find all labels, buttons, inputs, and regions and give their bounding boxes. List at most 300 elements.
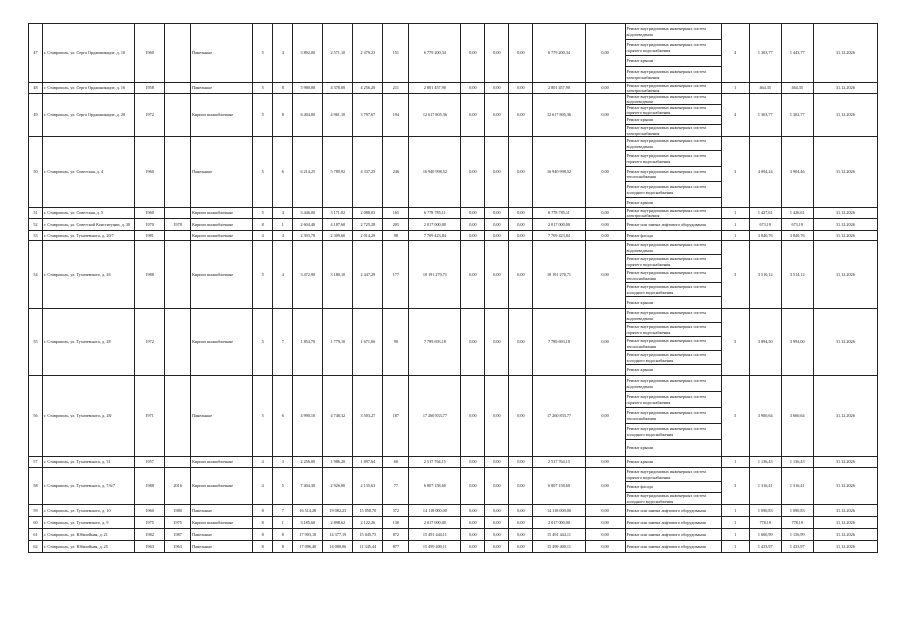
other-funds-cost: 0,00 (585, 137, 625, 208)
residential-area: 15 045,75 (353, 529, 383, 541)
owners-funds-cost: 7 789 693,18 (533, 309, 585, 376)
residential-area: 4 256,20 (353, 83, 383, 94)
residents-count: 246 (383, 137, 409, 208)
owners-funds-cost: 2 517 764,15 (533, 457, 585, 468)
residential-area: 4 337,25 (353, 137, 383, 208)
entrances-count: 8 (273, 94, 293, 137)
total-cost: 6 778 785,11 (409, 208, 461, 219)
build-year: 1960 (135, 505, 165, 517)
local-budget-cost: 0,00 (509, 541, 533, 553)
works-count: 1 (721, 517, 749, 529)
other-funds-cost: 0,00 (585, 309, 625, 376)
entrances-count: 4 (273, 208, 293, 219)
residents-count: 90 (383, 309, 409, 376)
address-cell: г. Ставрополь, ул. Тухачевского, д. 7/6/7 (43, 468, 135, 505)
premises-area: 3 171,02 (323, 208, 353, 219)
max-unit-cost: 3 660,64 (781, 376, 813, 457)
fund-cost: 0,00 (461, 376, 485, 457)
repair-program-table (28, 23, 878, 553)
work-item: Ремонт внутридомовых инженерных систем водоотведения (626, 376, 721, 392)
premises-area: 2 571,10 (323, 24, 353, 83)
residents-count: 205 (383, 219, 409, 231)
unit-cost: 1 427,61 (749, 208, 781, 219)
owners-funds-cost: 6 807 158,60 (533, 468, 585, 505)
unit-cost: 1 136,43 (749, 457, 781, 468)
fund-cost: 0,00 (461, 241, 485, 309)
last-repair-year (165, 376, 191, 457)
entrances-count: 8 (273, 529, 293, 541)
entrances-count: 8 (273, 541, 293, 553)
completion-date: 31.12.2026 (813, 208, 877, 219)
build-year: 1957 (135, 457, 165, 468)
regional-budget-cost: 0,00 (485, 137, 509, 208)
works-count: 1 (721, 505, 749, 517)
row-number: 53 (29, 231, 43, 241)
fund-cost: 0,00 (461, 208, 485, 219)
works-list-cell (625, 231, 721, 241)
row-number: 62 (29, 541, 43, 553)
premises-area: 4 378,00 (323, 83, 353, 94)
address-cell: г. Ставрополь, ул. Серго Орджоникидзе, д. 20 (43, 94, 135, 137)
wall-material: Кирпич шлакоблочные (191, 468, 253, 505)
address-cell: г. Ставрополь, ул. Юбилейная, д. 21 (43, 529, 135, 541)
work-item: Ремонт внутридомовых инженерных систем холодного водоснабжения (626, 182, 721, 198)
residential-area: 2 447,29 (353, 241, 383, 309)
fund-cost: 0,00 (461, 94, 485, 137)
max-unit-cost: 1 426,61 (781, 208, 813, 219)
work-item: Ремонт или замена лифтового оборудования (626, 507, 706, 513)
regional-budget-cost: 0,00 (485, 219, 509, 231)
regional-budget-cost: 0,00 (485, 457, 509, 468)
work-item: Ремонт внутридомовых инженерных систем электроснабжения (626, 82, 706, 93)
fund-cost: 0,00 (461, 83, 485, 94)
works-list-cell (625, 541, 721, 553)
premises-area: 2 898,62 (323, 517, 353, 529)
build-year: 1958 (135, 83, 165, 94)
other-funds-cost: 0,00 (585, 219, 625, 231)
residential-area: 2 135,63 (353, 468, 383, 505)
wall-material: Кирпич шлакоблочные (191, 517, 253, 529)
works-count: 4 (721, 24, 749, 83)
entrances-count: 3 (273, 457, 293, 468)
address-cell: г. Ставрополь, ул. Советская, д. 4 (43, 137, 135, 208)
fund-cost: 0,00 (461, 219, 485, 231)
total-area: 16 514,28 (293, 505, 323, 517)
entrances-count: 6 (273, 376, 293, 457)
floors-count: 4 (253, 468, 273, 505)
fund-cost: 0,00 (461, 137, 485, 208)
last-repair-year (165, 24, 191, 83)
last-repair-year (165, 457, 191, 468)
local-budget-cost: 0,00 (509, 529, 533, 541)
works-count: 1 (721, 208, 749, 219)
works-list-cell (625, 529, 721, 541)
unit-cost: 464,35 (749, 83, 781, 94)
entrances-count: 7 (273, 505, 293, 517)
unit-cost: 3 900,64 (749, 376, 781, 457)
max-unit-cost: 3 994,00 (781, 309, 813, 376)
build-year: 1960 (135, 24, 165, 83)
residential-area: 2 014,29 (353, 231, 383, 241)
premises-area: 4 961,10 (323, 94, 353, 137)
row-number: 58 (29, 468, 43, 505)
work-item: Ремонт внутридомовых инженерных систем водоотведения (626, 241, 721, 255)
unit-cost: 4 094,24 (749, 137, 781, 208)
regional-budget-cost: 0,00 (485, 309, 509, 376)
premises-area: 1 779,10 (323, 309, 353, 376)
works-list-cell (625, 376, 721, 457)
premises-area: 19 082,23 (323, 505, 353, 517)
unit-cost: 1 433,97 (749, 541, 781, 553)
total-cost: 16 940 998,52 (409, 137, 461, 208)
works-count: 3 (721, 137, 749, 208)
table-row (29, 83, 878, 94)
entrances-count: 1 (273, 219, 293, 231)
last-repair-year: 1978 (165, 219, 191, 231)
last-repair-year: 1987 (165, 529, 191, 541)
table-row (29, 137, 878, 208)
works-count: 1 (721, 231, 749, 241)
works-count: 3 (721, 241, 749, 309)
table-row (29, 231, 878, 241)
works-list-cell (625, 208, 721, 219)
address-cell: г. Ставрополь, ул. Серго Орджоникидзе, д. 10 (43, 24, 135, 83)
wall-material: Кирпич шлакоблочные (191, 208, 253, 219)
entrances-count: 1 (273, 517, 293, 529)
other-funds-cost: 0,00 (585, 24, 625, 83)
max-unit-cost: 1 433,97 (781, 541, 813, 553)
completion-date: 31.12.2026 (813, 517, 877, 529)
local-budget-cost: 0,00 (509, 309, 533, 376)
wall-material: Кирпич шлакоблочные (191, 219, 253, 231)
table-row (29, 457, 878, 468)
row-number: 50 (29, 137, 43, 208)
work-item: Ремонт внутридомовых инженерных систем водоотведения (626, 137, 721, 151)
table-row (29, 219, 878, 231)
residential-area: 3 797,67 (353, 94, 383, 137)
completion-date: 31.12.2026 (813, 83, 877, 94)
premises-area: 2 309,60 (323, 231, 353, 241)
floors-count: 5 (253, 24, 273, 83)
work-item: Ремонт внутридомовых инженерных систем горячего водоснабжения (626, 468, 721, 482)
build-year: 1960 (135, 208, 165, 219)
works-list-cell (625, 505, 721, 517)
max-unit-cost: 3 514,12 (781, 241, 813, 309)
fund-cost: 0,00 (461, 468, 485, 505)
completion-date: 31.12.2026 (813, 94, 877, 137)
unit-cost: 778,19 (749, 517, 781, 529)
table-row (29, 24, 878, 83)
floors-count: 8 (253, 517, 273, 529)
work-item: Ремонт или замена лифтового оборудования (626, 519, 706, 525)
floors-count: 4 (253, 457, 273, 468)
works-list-cell (625, 517, 721, 529)
total-area: 7 404,30 (293, 468, 323, 505)
local-budget-cost: 0,00 (509, 517, 533, 529)
wall-material: Панельные (191, 24, 253, 83)
regional-budget-cost: 0,00 (485, 231, 509, 241)
total-cost: 6 779 200,34 (409, 24, 461, 83)
works-list-cell (625, 241, 721, 309)
residential-area: 15 050,70 (353, 505, 383, 517)
owners-funds-cost: 7 709 423,84 (533, 231, 585, 241)
unit-cost: 1 090,83 (749, 505, 781, 517)
wall-material: Панельные (191, 529, 253, 541)
entrances-count: 4 (273, 241, 293, 309)
work-item: Ремонт или замена лифтового оборудования (626, 221, 706, 227)
residents-count: 165 (383, 208, 409, 219)
unit-cost: 3 840,76 (749, 231, 781, 241)
wall-material: Панельные (191, 541, 253, 553)
other-funds-cost: 0,00 (585, 83, 625, 94)
other-funds-cost: 0,00 (585, 231, 625, 241)
last-repair-year (165, 94, 191, 137)
last-repair-year (165, 309, 191, 376)
other-funds-cost: 0,00 (585, 541, 625, 553)
build-year: 1972 (135, 309, 165, 376)
wall-material: Кирпич шлакоблочные (191, 457, 253, 468)
residential-area: 1 897,64 (353, 457, 383, 468)
table-row (29, 541, 878, 553)
completion-date: 31.12.2026 (813, 457, 877, 468)
works-count: 4 (721, 94, 749, 137)
floors-count: 8 (253, 219, 273, 231)
entrances-count: 7 (273, 309, 293, 376)
fund-cost: 0,00 (461, 505, 485, 517)
owners-funds-cost: 16 940 998,52 (533, 137, 585, 208)
address-cell: г. Ставрополь, ул. Советская, д. 5 (43, 208, 135, 219)
owners-funds-cost: 10 191 270,71 (533, 241, 585, 309)
floors-count: 5 (253, 137, 273, 208)
work-item: Ремонт внутридомовых инженерных систем горячего водоснабжения (626, 255, 721, 269)
total-cost: 7 789 693,18 (409, 309, 461, 376)
entrances-count: 6 (273, 137, 293, 208)
last-repair-year: 1980 (165, 505, 191, 517)
unit-cost: 1 600,99 (749, 529, 781, 541)
total-cost: 2 517 764,15 (409, 457, 461, 468)
local-budget-cost: 0,00 (509, 376, 533, 457)
floors-count: 8 (253, 541, 273, 553)
build-year: 1972 (135, 94, 165, 137)
other-funds-cost: 0,00 (585, 376, 625, 457)
work-item: Ремонт внутридомовых инженерных систем электроснабжения (626, 69, 706, 80)
build-year: 1963 (135, 541, 165, 553)
max-unit-cost: 1 443,77 (781, 24, 813, 83)
premises-area: 2 926,00 (323, 468, 353, 505)
build-year: 1975 (135, 517, 165, 529)
premises-area: 14 080,06 (323, 541, 353, 553)
work-item: Ремонт внутридомовых инженерных систем горячего водоснабжения (626, 151, 721, 167)
local-budget-cost: 0,00 (509, 83, 533, 94)
address-cell: г. Ставрополь, ул. Тухачевского, д. 20/7 (43, 231, 135, 241)
regional-budget-cost: 0,00 (485, 468, 509, 505)
work-item: Ремонт крыши (626, 199, 653, 205)
address-cell: г. Ставрополь, ул. Тухачевского, д. 9 (43, 517, 135, 529)
completion-date: 31.12.2026 (813, 309, 877, 376)
total-area: 5 980,00 (293, 83, 323, 94)
works-count: 3 (721, 468, 749, 505)
last-repair-year (165, 137, 191, 208)
entrances-count: 4 (273, 231, 293, 241)
table-row (29, 309, 878, 376)
address-cell: г. Ставрополь, ул. Советской Конституции, д. 30 (43, 219, 135, 231)
build-year: 1988 (135, 241, 165, 309)
address-cell: г. Ставрополь, ул. Тухачевского, д. 28 (43, 309, 135, 376)
total-area: 3 892,00 (293, 24, 323, 83)
unit-cost: 1 316,41 (749, 468, 781, 505)
local-budget-cost: 0,00 (509, 137, 533, 208)
work-item: Ремонт крыши (626, 445, 653, 451)
wall-material: Кирпич шлакоблочные (191, 94, 253, 137)
works-list-cell (625, 94, 721, 137)
entrances-count: 5 (273, 468, 293, 505)
work-item: Ремонт внутридомовых инженерных систем теплоснабжения (626, 269, 721, 283)
max-unit-cost: 1 316,41 (781, 468, 813, 505)
work-item: Ремонт или замена лифтового оборудования (626, 543, 706, 549)
floors-count: 5 (253, 94, 273, 137)
fund-cost: 0,00 (461, 231, 485, 241)
wall-material: Кирпич шлакоблочные (191, 309, 253, 376)
local-budget-cost: 0,00 (509, 208, 533, 219)
regional-budget-cost: 0,00 (485, 541, 509, 553)
wall-material: Панельные (191, 376, 253, 457)
work-item: Ремонт крыши (626, 299, 653, 305)
unit-cost: 3 894,50 (749, 309, 781, 376)
build-year: 1988 (135, 468, 165, 505)
floors-count: 8 (253, 529, 273, 541)
floors-count: 5 (253, 376, 273, 457)
last-repair-year (165, 83, 191, 94)
address-cell: г. Ставрополь, ул. Тухачевского, д. 26 (43, 241, 135, 309)
residential-area: 3 503,27 (353, 376, 383, 457)
work-item: Ремонт внутридомовых инженерных систем электроснабжения (626, 125, 706, 136)
address-cell: г. Ставрополь, ул. Тухачевского, д. 28/ (43, 376, 135, 457)
last-repair-year (165, 208, 191, 219)
other-funds-cost: 0,00 (585, 94, 625, 137)
max-unit-cost: 1 302,77 (781, 94, 813, 137)
total-cost: 2 017 000,00 (409, 517, 461, 529)
total-cost: 14 118 000,00 (409, 505, 461, 517)
completion-date: 31.12.2026 (813, 468, 877, 505)
work-item: Ремонт или замена лифтового оборудования (626, 531, 706, 537)
owners-funds-cost: 14 118 000,00 (533, 505, 585, 517)
owners-funds-cost: 15 499 400,11 (533, 541, 585, 553)
total-area: 3 446,00 (293, 208, 323, 219)
regional-budget-cost: 0,00 (485, 517, 509, 529)
works-count: 5 (721, 376, 749, 457)
residential-area: 2 088,03 (353, 208, 383, 219)
address-cell: г. Ставрополь, ул. Серго Орджоникидзе, д. 16 (43, 83, 135, 94)
owners-funds-cost: 2 801 457,90 (533, 83, 585, 94)
wall-material: Кирпич шлакоблочные (191, 231, 253, 241)
regional-budget-cost: 0,00 (485, 529, 509, 541)
premises-area: 14 377,19 (323, 529, 353, 541)
works-count: 1 (721, 541, 749, 553)
table-row (29, 208, 878, 219)
row-number: 61 (29, 529, 43, 541)
residents-count: 151 (383, 24, 409, 83)
owners-funds-cost: 6 779 200,34 (533, 24, 585, 83)
table-row (29, 468, 878, 505)
works-count: 1 (721, 83, 749, 94)
row-number: 60 (29, 517, 43, 529)
works-count: 1 (721, 529, 749, 541)
max-unit-cost: 3 904,46 (781, 137, 813, 208)
work-item: Ремонт внутридомовых инженерных систем водоотведения (626, 24, 721, 40)
residents-count: 60 (383, 457, 409, 468)
max-unit-cost: 1 156,99 (781, 529, 813, 541)
max-unit-cost: 1 090,83 (781, 505, 813, 517)
wall-material: Панельные (191, 137, 253, 208)
local-budget-cost: 0,00 (509, 219, 533, 231)
row-number: 51 (29, 208, 43, 219)
other-funds-cost: 0,00 (585, 241, 625, 309)
work-item: Ремонт внутридомовых инженерных систем горячего водоснабжения (626, 392, 721, 408)
local-budget-cost: 0,00 (509, 241, 533, 309)
work-item: Ремонт внутридомовых инженерных систем теплоснабжения (626, 337, 721, 351)
floors-count: 5 (253, 241, 273, 309)
owners-funds-cost: 17 260 833,77 (533, 376, 585, 457)
max-unit-cost: 3 840,76 (781, 231, 813, 241)
residents-count: 77 (383, 468, 409, 505)
total-cost: 6 807 158,60 (409, 468, 461, 505)
other-funds-cost: 0,00 (585, 468, 625, 505)
residents-count: 572 (383, 505, 409, 517)
regional-budget-cost: 0,00 (485, 376, 509, 457)
regional-budget-cost: 0,00 (485, 83, 509, 94)
build-year: 1971 (135, 376, 165, 457)
owners-funds-cost: 15 491 444,11 (533, 529, 585, 541)
unit-cost: 1 303,77 (749, 94, 781, 137)
wall-material: Панельные (191, 83, 253, 94)
work-item: Ремонт внутридомовых инженерных систем холодного водоснабжения (626, 493, 706, 504)
build-year: 1960 (135, 137, 165, 208)
fund-cost: 0,00 (461, 24, 485, 83)
total-area: 6 404,00 (293, 94, 323, 137)
work-item: Ремонт внутридомовых инженерных систем теплоснабжения (626, 408, 721, 424)
works-list-cell (625, 83, 721, 94)
regional-budget-cost: 0,00 (485, 24, 509, 83)
premises-area: 5 789,92 (323, 137, 353, 208)
work-item: Ремонт крыши (626, 56, 721, 67)
other-funds-cost: 0,00 (585, 529, 625, 541)
max-unit-cost: 673,19 (781, 219, 813, 231)
residents-count: 177 (383, 241, 409, 309)
total-cost: 2 801 457,90 (409, 83, 461, 94)
work-item: Ремонт внутридомовых инженерных систем горячего водоснабжения (626, 323, 721, 337)
total-cost: 2 017 000,00 (409, 219, 461, 231)
regional-budget-cost: 0,00 (485, 505, 509, 517)
residential-area: 1 671,06 (353, 309, 383, 376)
total-cost: 15 499 400,11 (409, 541, 461, 553)
works-count: 1 (721, 457, 749, 468)
residents-count: 872 (383, 529, 409, 541)
premises-area: 4 748,32 (323, 376, 353, 457)
table-row (29, 94, 878, 137)
work-item: Ремонт фасада (626, 482, 721, 493)
address-cell: г. Ставрополь, ул. Тухачевского, д. 10 (43, 505, 135, 517)
last-repair-year (165, 241, 191, 309)
build-year: 1982 (135, 529, 165, 541)
address-cell: г. Ставрополь, ул. Юбилейная, д. 25 (43, 541, 135, 553)
premises-area: 4 187,60 (323, 219, 353, 231)
total-area: 2 604,40 (293, 219, 323, 231)
works-count: 5 (721, 309, 749, 376)
total-area: 3 185,60 (293, 517, 323, 529)
local-budget-cost: 0,00 (509, 457, 533, 468)
work-item: Ремонт внутридомовых инженерных систем водоотведения (626, 309, 721, 323)
completion-date: 31.12.2026 (813, 376, 877, 457)
